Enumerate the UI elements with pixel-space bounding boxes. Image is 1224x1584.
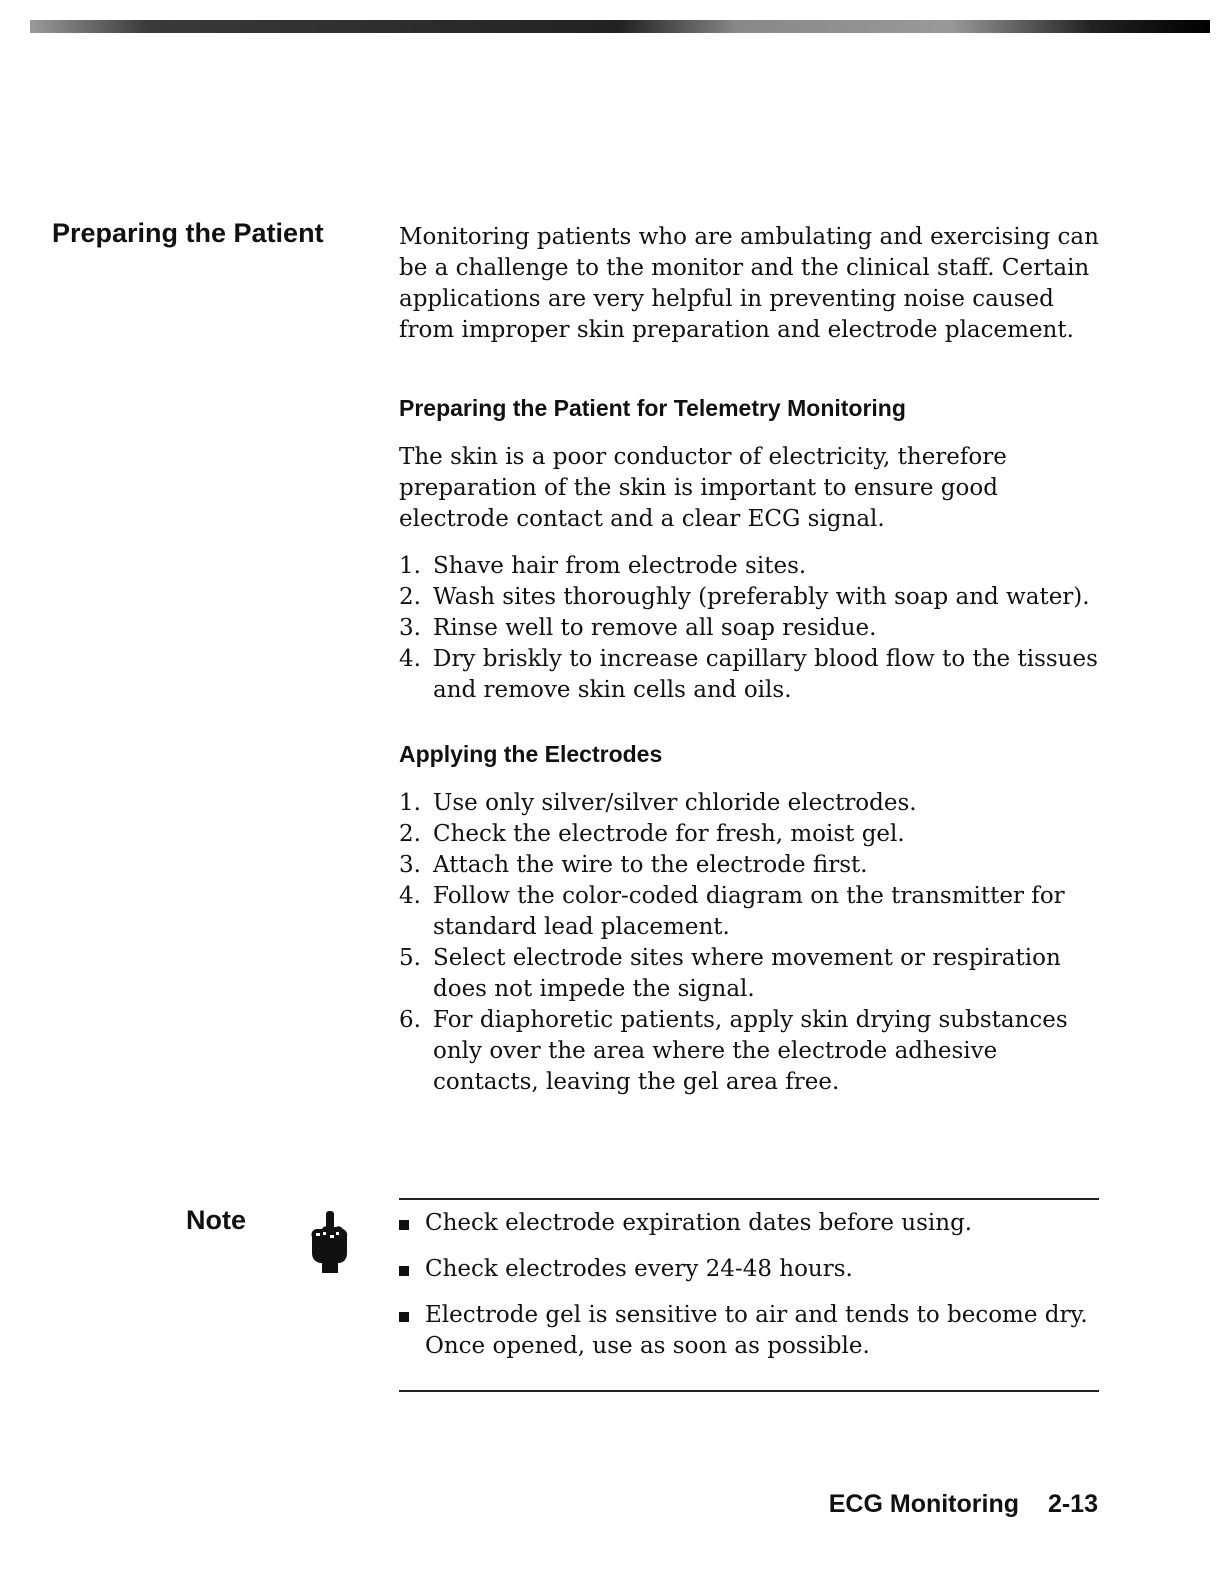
step-text: Attach the wire to the electrode first. — [433, 852, 868, 878]
intro-paragraph: Monitoring patients who are ambulating and exercising can be a challenge to the monitor and the clinical staff. Certain applications are very helpful in preventing noise caused from improper skin preparation and electrode placement. — [399, 224, 1099, 343]
telemetry-steps-list — [399, 551, 1099, 706]
note-text: Check electrode expiration dates before using. — [425, 1210, 973, 1236]
step-number: 5. — [399, 945, 421, 971]
bullet-icon — [399, 1312, 409, 1322]
step-number: 3. — [399, 852, 421, 878]
bullet-icon — [399, 1266, 409, 1276]
step-number: 4. — [399, 883, 421, 909]
list-item — [399, 582, 1099, 613]
step-text: Wash sites thoroughly (preferably with soap and water). — [433, 584, 1090, 610]
note-box — [399, 1198, 1099, 1392]
list-item — [399, 943, 1099, 1005]
step-text: Check the electrode for fresh, moist gel. — [433, 821, 905, 847]
note-text: Check electrodes every 24-48 hours. — [425, 1256, 853, 1282]
page-footer — [829, 1490, 1098, 1519]
page-number: 2-13 — [1047, 1490, 1098, 1518]
pointing-hand-icon — [306, 1209, 350, 1275]
telemetry-paragraph: The skin is a poor conductor of electricity, therefore preparation of the skin is important to ensure good electrode contact and a clear ECG signal. — [399, 444, 1007, 532]
step-text: Dry briskly to increase capillary blood flow to the tissues and remove skin cells and oils. — [433, 646, 1098, 703]
list-item — [399, 1254, 1099, 1285]
electrodes-steps-list — [399, 788, 1099, 1098]
step-text: Use only silver/silver chloride electrodes. — [433, 790, 917, 816]
note-label: Note — [186, 1205, 246, 1235]
step-number: 2. — [399, 584, 421, 610]
main-content — [399, 222, 1099, 1098]
step-text: Follow the color-coded diagram on the transmitter for standard lead placement. — [433, 883, 1065, 940]
step-number: 4. — [399, 646, 421, 672]
step-text: Rinse well to remove all soap residue. — [433, 615, 877, 641]
section-heading: Preparing the Patient — [52, 218, 324, 248]
footer-chapter: ECG Monitoring — [828, 1490, 1019, 1518]
list-item — [399, 1300, 1099, 1362]
list-item — [399, 613, 1099, 644]
list-item — [399, 1005, 1099, 1098]
step-number: 3. — [399, 615, 421, 641]
list-item — [399, 644, 1099, 706]
bullet-icon — [399, 1220, 409, 1230]
electrodes-subheading: Applying the Electrodes — [399, 741, 663, 767]
step-number: 6. — [399, 1007, 421, 1033]
step-text: Shave hair from electrode sites. — [433, 553, 807, 579]
list-item — [399, 551, 1099, 582]
list-item — [399, 819, 1099, 850]
note-text: Electrode gel is sensitive to air and tends to become dry. Once opened, use as soon as possible. — [425, 1302, 1088, 1359]
step-number: 1. — [399, 790, 421, 816]
telemetry-subheading: Preparing the Patient for Telemetry Monitoring — [399, 395, 906, 421]
list-item — [399, 788, 1099, 819]
top-rule — [30, 20, 1210, 33]
list-item — [399, 881, 1099, 943]
step-text: Select electrode sites where movement or respiration does not impede the signal. — [433, 945, 1061, 1002]
note-list — [399, 1208, 1099, 1362]
step-number: 1. — [399, 553, 421, 579]
step-text: For diaphoretic patients, apply skin drying substances only over the area where the electrode adhesive contacts, leaving the gel area free. — [433, 1007, 1068, 1095]
list-item — [399, 1208, 1099, 1239]
step-number: 2. — [399, 821, 421, 847]
list-item — [399, 850, 1099, 881]
